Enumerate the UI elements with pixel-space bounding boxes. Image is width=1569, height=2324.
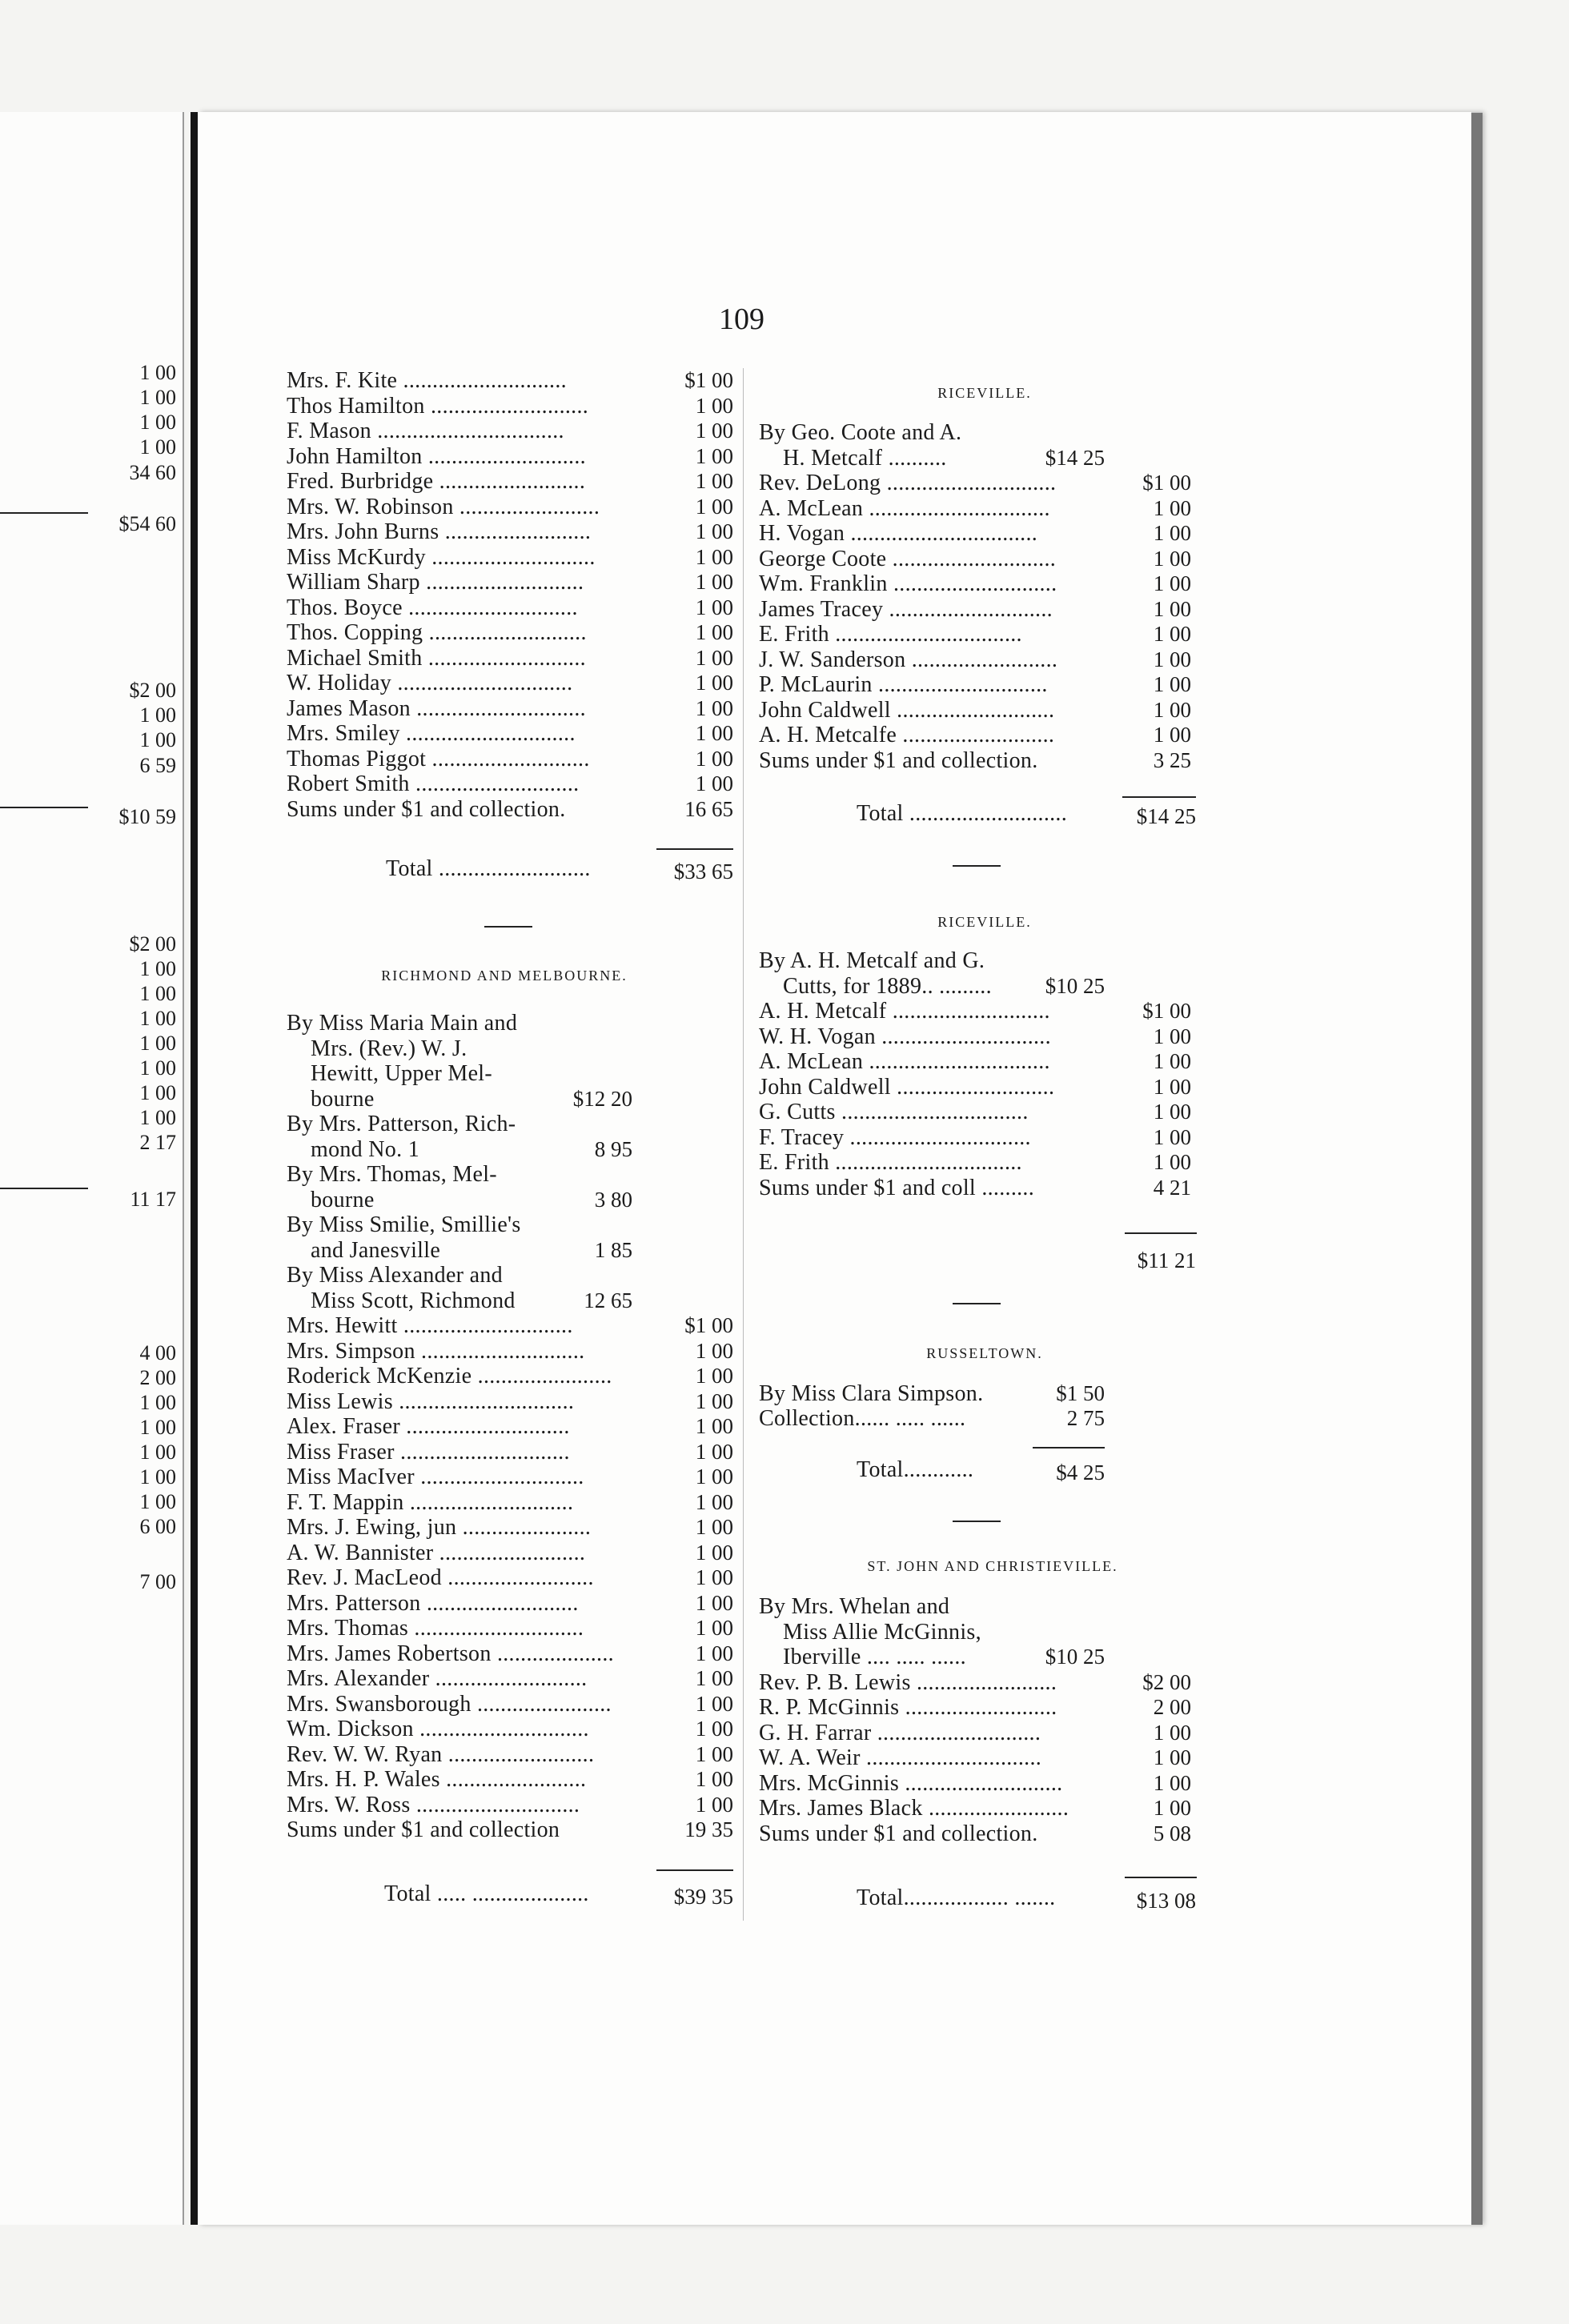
prev-page-amount: 1 00 (139, 957, 176, 980)
entry-name: E. Frith ................................ (759, 623, 1022, 646)
entry-amount: 1 00 (695, 443, 733, 468)
entry-amount: 1 00 (1153, 1049, 1191, 1073)
entry-amount: 1 00 (695, 1717, 733, 1741)
entry-name: Mrs. J. Ewing, jun ...................... (287, 1517, 592, 1539)
entry-name: Michael Smith ........................... (287, 647, 586, 670)
entry-name: A. H. Metcalf ........................... (759, 1000, 1050, 1023)
entry-amount: 1 00 (1153, 1124, 1191, 1149)
prev-page-amount: 1 00 (139, 1081, 176, 1104)
entry-amount: $1 00 (684, 368, 733, 392)
collector-line: By Mrs. Thomas, Mel- (287, 1162, 497, 1187)
page-number: 109 (719, 303, 764, 336)
entry-amount: 1 00 (1153, 1100, 1191, 1124)
prev-page-amount: 1 00 (139, 1007, 176, 1030)
entry-amount: 1 00 (695, 544, 733, 569)
entry-name: Wm. Franklin ............................ (759, 573, 1057, 595)
entry-name: George Coote ............................ (759, 547, 1057, 571)
entry-name: G. H. Farrar ............................ (759, 1721, 1041, 1745)
entry-amount: 1 00 (695, 671, 733, 695)
entry-amount: 4 21 (1153, 1175, 1191, 1200)
entry-name: Mrs. Simpson ............................ (287, 1340, 585, 1363)
entry-amount: 1 00 (695, 1338, 733, 1363)
collector-amount: 12 65 (584, 1288, 632, 1312)
prev-page-amount: 1 00 (139, 728, 176, 751)
prev-page-amount: 6 00 (139, 1515, 176, 1538)
entry-name: Rev. W. W. Ryan ......................... (287, 1743, 595, 1766)
prev-page-amount: 1 00 (139, 1391, 176, 1414)
entry-amount: 1 00 (695, 1792, 733, 1817)
total-label: Total.................. ....... (857, 1887, 1056, 1909)
entry-amount: 1 00 (1153, 1024, 1191, 1048)
section-separator (953, 1521, 1001, 1522)
entry-name: By Miss Clara Simpson. (759, 1381, 984, 1406)
entry-amount: 1 00 (695, 1388, 733, 1413)
entry-amount: 2 75 (1066, 1406, 1105, 1430)
entry-amount: 1 00 (1153, 622, 1191, 646)
entry-amount: 1 00 (1153, 495, 1191, 520)
entry-amount: 1 00 (1153, 723, 1191, 747)
entry-name: W. Holiday .............................. (287, 672, 573, 695)
entry-name: F. Tracey ............................... (759, 1126, 1031, 1149)
section-heading: RICEVILLE. (937, 914, 1032, 930)
sum-rule (656, 848, 733, 850)
entry-name: G. Cutts ................................ (759, 1101, 1029, 1124)
entry-amount: 1 00 (695, 1741, 733, 1766)
total-label: Total .......................... (386, 858, 591, 880)
entry-name: Fred. Burbridge ......................... (287, 471, 586, 493)
entry-name: William Sharp ........................... (287, 571, 584, 594)
sum-rule (1033, 1447, 1105, 1448)
entry-amount: 1 00 (695, 1540, 733, 1565)
entry-name: Sums under $1 and collection. (287, 798, 566, 821)
section-separator (484, 926, 532, 928)
entry-name: Miss Lewis .............................. (287, 1390, 575, 1413)
entry-amount: 1 00 (695, 1616, 733, 1640)
section-heading: RICHMOND AND MELBOURNE. (381, 968, 628, 984)
prev-page-amount: $54 60 (118, 512, 176, 535)
entry-amount: $1 00 (1142, 471, 1191, 495)
entry-name: P. McLaurin ............................. (759, 674, 1048, 696)
entry-name: Mrs. Thomas ............................. (287, 1617, 584, 1640)
prev-page-amount: 1 00 (139, 1440, 176, 1464)
entry-name: A. McLean ............................... (759, 1051, 1050, 1073)
entry-name: W. H. Vogan ............................. (759, 1025, 1051, 1048)
collector-amount: $14 25 (1045, 445, 1105, 470)
prev-page-amount: 34 60 (129, 461, 176, 484)
entry-name: Mrs. James Robertson .................... (287, 1642, 614, 1665)
collector-line: By Geo. Coote and A. (759, 420, 962, 445)
entry-name: James Mason ............................. (287, 697, 586, 720)
entry-amount: 1 00 (695, 1364, 733, 1388)
prev-page-amount: 1 00 (139, 1490, 176, 1513)
entry-name: Thos Hamilton ........................... (287, 395, 589, 418)
prev-page-amount: 1 00 (139, 1056, 176, 1080)
entry-amount: $1 00 (684, 1313, 733, 1337)
prev-page-rule (0, 807, 88, 808)
collector-line: bourne (311, 1187, 375, 1212)
entry-name: R. P. McGinnis .......................... (759, 1697, 1057, 1719)
entry-amount: 1 00 (695, 393, 733, 418)
total-amount: $11 21 (1137, 1248, 1196, 1272)
prev-page-amount: 1 00 (139, 1032, 176, 1055)
entry-amount: 1 00 (1153, 521, 1191, 545)
collector-line: Mrs. (Rev.) W. J. (311, 1036, 467, 1061)
entry-amount: 1 00 (1153, 1796, 1191, 1820)
prev-page-amount: 1 00 (139, 386, 176, 409)
prev-page-amount: 1 00 (139, 435, 176, 459)
sum-rule (1125, 1877, 1197, 1878)
entry-name: John Caldwell ........................... (759, 699, 1055, 722)
entry-amount: 1 00 (695, 519, 733, 543)
entry-name: E. Frith ................................ (759, 1152, 1022, 1174)
column-divider (743, 368, 744, 1921)
entry-name: Sums under $1 and collection. (759, 1822, 1038, 1845)
entry-name: F. Mason ................................ (287, 420, 564, 443)
entry-amount: 1 00 (695, 494, 733, 519)
entry-amount: 2 00 (1153, 1695, 1191, 1719)
entry-name: Wm. Dickson ............................. (287, 1718, 589, 1741)
section-separator (953, 865, 1001, 867)
collector-line: mond No. 1 (311, 1136, 419, 1162)
entry-amount: 1 00 (695, 570, 733, 594)
prev-page-amount: $2 00 (129, 679, 176, 702)
entry-amount: 1 00 (1153, 1720, 1191, 1745)
prev-page-amount: 1 00 (139, 1465, 176, 1489)
collector-line: By A. H. Metcalf and G. (759, 948, 985, 973)
entry-name: Roderick McKenzie ....................... (287, 1365, 612, 1388)
entry-name: Rev. P. B. Lewis ........................ (759, 1671, 1057, 1694)
entry-name: Mrs. Swansborough ....................... (287, 1693, 612, 1716)
entry-amount: 1 00 (695, 595, 733, 619)
entry-amount: 1 00 (695, 1666, 733, 1690)
collector-line: By Miss Alexander and (287, 1263, 503, 1288)
entry-amount: 1 00 (1153, 546, 1191, 571)
entry-amount: 1 00 (1153, 571, 1191, 595)
entry-amount: 1 00 (695, 419, 733, 443)
entry-amount: 16 65 (684, 796, 733, 821)
prev-page-amount: 2 00 (139, 1366, 176, 1389)
entry-name: H. Vogan ................................ (759, 523, 1038, 545)
prev-page-amount: 1 00 (139, 361, 176, 384)
entry-name: Mrs. Alexander .......................... (287, 1668, 588, 1690)
entry-name: John Hamilton ........................... (287, 445, 586, 468)
collector-line: H. Metcalf .......... (783, 445, 947, 471)
collector-line: bourne (311, 1086, 375, 1112)
entry-name: Sums under $1 and collection (287, 1819, 560, 1841)
entry-amount: 1 00 (695, 1565, 733, 1589)
collector-line: and Janesville (311, 1237, 441, 1263)
prev-page-amount: 7 00 (139, 1570, 176, 1593)
sum-rule (1125, 1232, 1197, 1234)
total-amount: $13 08 (1136, 1889, 1196, 1913)
prev-page-amount: 6 59 (139, 754, 176, 777)
entry-name: Mrs. James Black ........................ (759, 1797, 1069, 1820)
collector-line: Hewitt, Upper Mel- (311, 1061, 493, 1086)
entry-name: Miss McKurdy ............................ (287, 546, 596, 569)
entry-amount: 1 00 (695, 721, 733, 745)
sum-rule (1122, 796, 1196, 798)
section-heading: ST. JOHN AND CHRISTIEVILLE. (867, 1558, 1118, 1574)
prev-page-amount: 1 00 (139, 1416, 176, 1439)
entry-amount: 1 00 (695, 1515, 733, 1539)
collector-line: Miss Scott, Richmond (311, 1288, 516, 1313)
entry-amount: 5 08 (1153, 1821, 1191, 1845)
total-label: Total ........................... (857, 803, 1068, 825)
entry-amount: 1 00 (695, 1414, 733, 1438)
entry-amount: 1 00 (695, 695, 733, 720)
collector-amount: $12 20 (572, 1086, 632, 1111)
entry-amount: 1 00 (695, 746, 733, 771)
sum-rule (656, 1869, 733, 1871)
entry-name: Thos. Copping ........................... (287, 622, 587, 644)
prev-page-amount: 1 00 (139, 982, 176, 1005)
entry-amount: 1 00 (695, 620, 733, 644)
section-heading: RICEVILLE. (937, 385, 1032, 401)
prev-page-amount: 1 00 (139, 1106, 176, 1129)
entry-amount: 1 00 (695, 1465, 733, 1489)
entry-amount: 3 25 (1153, 747, 1191, 772)
entry-name: John Caldwell ........................... (759, 1076, 1055, 1099)
entry-amount: $2 00 (1142, 1669, 1191, 1694)
entry-name: Mrs. Smiley ............................. (287, 723, 576, 745)
total-amount: $14 25 (1136, 804, 1196, 828)
collector-line: Iberville .... ..... ...... (783, 1645, 966, 1669)
collector-amount: $10 25 (1045, 973, 1105, 998)
entry-name: Mrs. McGinnis ........................... (759, 1772, 1063, 1795)
collector-line: By Miss Smilie, Smillie's (287, 1212, 521, 1237)
prev-page-amount: $10 59 (118, 805, 176, 828)
collector-line: Cutts, for 1889.. ......... (783, 973, 992, 999)
entry-amount: 1 00 (695, 1691, 733, 1716)
entry-name: A. W. Bannister ......................... (287, 1541, 586, 1565)
entry-amount: 1 00 (1153, 1745, 1191, 1769)
entry-name: F. T. Mappin ............................ (287, 1491, 574, 1514)
total-label: Total............ (857, 1457, 974, 1482)
entry-amount: $1 00 (1142, 999, 1191, 1023)
prev-page-amount: 1 00 (139, 703, 176, 727)
entry-name: A. McLean ............................... (759, 497, 1050, 520)
collector-line: Miss Allie McGinnis, (783, 1619, 981, 1645)
entry-amount: 1 00 (695, 771, 733, 795)
total-amount: $4 25 (1056, 1461, 1105, 1485)
collector-line: By Mrs. Whelan and (759, 1594, 950, 1619)
prev-page-amount: 4 00 (139, 1341, 176, 1364)
book-spine (191, 112, 198, 2225)
entry-name: J. W. Sanderson ......................... (759, 648, 1058, 671)
entry-name: Mrs. Patterson .......................... (287, 1592, 579, 1615)
entry-name: A. H. Metcalfe .......................... (759, 724, 1055, 747)
total-amount: $39 35 (673, 1885, 733, 1909)
entry-name: Rev. J. MacLeod ......................... (287, 1567, 594, 1589)
prev-page-amount: $2 00 (129, 932, 176, 956)
entry-amount: 1 00 (1153, 596, 1191, 621)
entry-amount: 1 00 (1153, 697, 1191, 722)
total-amount: $33 65 (673, 859, 733, 884)
entry-name: Rev. DeLong ............................. (759, 472, 1057, 495)
prev-page-rule (0, 1188, 88, 1189)
entry-amount: $1 50 (1056, 1381, 1105, 1405)
prev-page-amount: 1 00 (139, 411, 176, 434)
collector-amount: 3 80 (594, 1187, 632, 1212)
entry-amount: 1 00 (1153, 1770, 1191, 1795)
entry-amount: 1 00 (695, 1767, 733, 1791)
total-label: Total ..... .................... (384, 1883, 589, 1905)
entry-name: Miss Fraser ............................. (287, 1440, 570, 1464)
entry-name: Mrs. Hewitt ............................. (287, 1315, 573, 1337)
entry-name: Mrs. W. Ross ............................ (287, 1793, 580, 1817)
entry-name: Mrs. W. Robinson ........................ (287, 495, 600, 519)
entry-amount: 1 00 (695, 1439, 733, 1464)
collector-line: By Mrs. Patterson, Rich- (287, 1112, 516, 1136)
entry-amount: 1 00 (1153, 1074, 1191, 1099)
entry-name: Thos. Boyce ............................. (287, 596, 578, 619)
entry-amount: 1 00 (695, 645, 733, 670)
entry-name: Collection...... ..... ...... (759, 1406, 966, 1431)
section-heading: RUSSELTOWN. (926, 1345, 1043, 1361)
entry-name: W. A. Weir .............................. (759, 1747, 1042, 1769)
entry-amount: 1 00 (1153, 1150, 1191, 1174)
entry-name: Mrs. John Burns ......................... (287, 521, 592, 543)
entry-name: James Tracey ............................ (759, 598, 1053, 621)
entry-name: Robert Smith ............................ (287, 773, 580, 795)
page-edge (1471, 112, 1483, 2225)
entry-amount: 1 00 (1153, 672, 1191, 696)
entry-name: Miss MacIver ............................ (287, 1466, 584, 1489)
entry-amount: 1 00 (695, 469, 733, 493)
collector-line: By Miss Maria Main and (287, 1011, 518, 1036)
entry-amount: 1 00 (1153, 647, 1191, 671)
collector-amount: 8 95 (594, 1136, 632, 1161)
section-separator (953, 1303, 1001, 1304)
prev-page-amount: 2 17 (139, 1131, 176, 1154)
entry-amount: 1 00 (695, 1489, 733, 1514)
entry-name: Mrs. F. Kite ............................ (287, 370, 567, 392)
entry-name: Mrs. H. P. Wales ........................ (287, 1769, 587, 1791)
entry-name: Alex. Fraser ............................ (287, 1416, 570, 1438)
prev-page-amount: 11 17 (130, 1188, 176, 1211)
entry-amount: 1 00 (695, 1590, 733, 1615)
collector-amount: 1 85 (594, 1237, 632, 1262)
entry-amount: 1 00 (695, 1641, 733, 1665)
prev-page-rule (0, 512, 88, 514)
entry-name: Sums under $1 and coll ......... (759, 1176, 1035, 1200)
entry-amount: 19 35 (684, 1817, 733, 1841)
entry-name: Sums under $1 and collection. (759, 749, 1038, 772)
entry-name: Thomas Piggot ........................... (287, 747, 590, 771)
collector-amount: $10 25 (1045, 1645, 1105, 1669)
